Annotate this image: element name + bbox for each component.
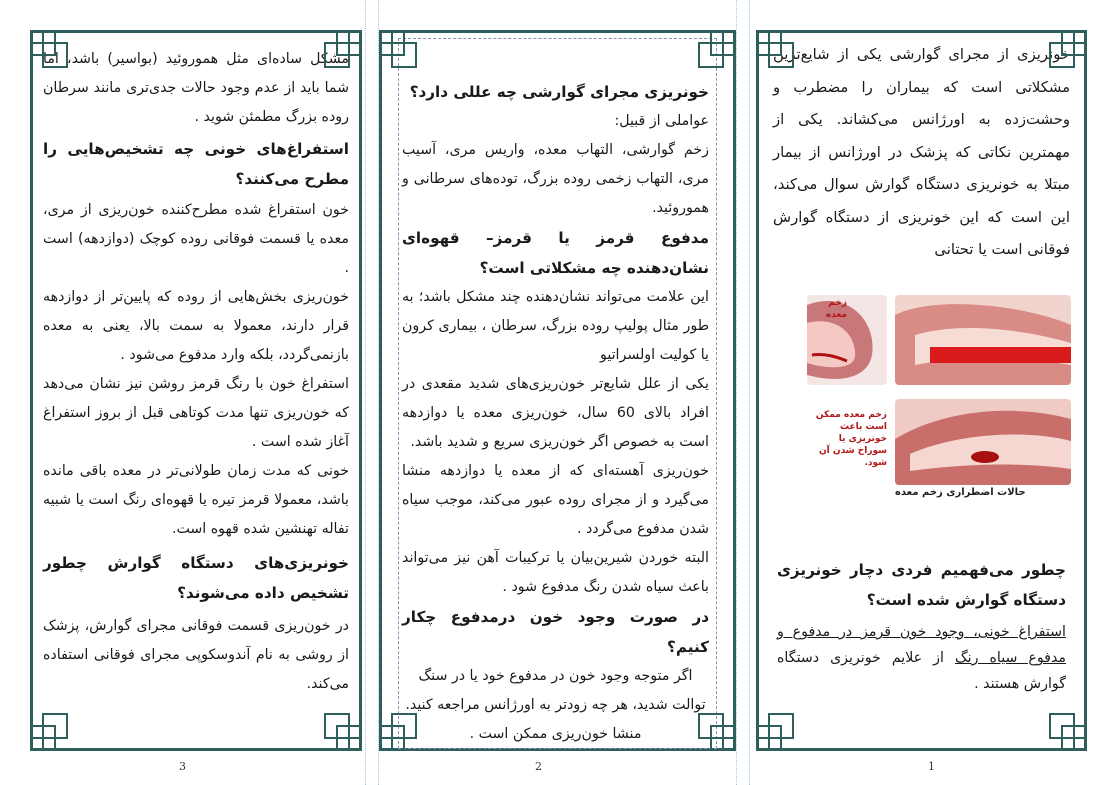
corner-square bbox=[756, 725, 782, 751]
symptom-underlined-2: مدفوع سیاه رنگ bbox=[954, 650, 1066, 666]
paragraph: خونی که مدت زمان طولانی‌تر در معده باقی مانده باشد، معمولا قرمز تیره یا قهوه‌ای رنگ است یا شبیه تفاله تهنشین شده قهوه است. bbox=[43, 463, 349, 537]
column-guide bbox=[736, 0, 737, 785]
stomach-wall-drawing bbox=[895, 295, 1071, 385]
corner-square bbox=[722, 30, 736, 44]
paragraph: مشکل ساده‌ای مثل هموروئید (بواسیر) باشد، اما شما باید از عدم وجود حالات جدی‌تری مانند سرطان روده بزرگ مطمئن شوید . bbox=[43, 51, 349, 125]
corner-square bbox=[30, 737, 44, 751]
corner-square bbox=[1061, 725, 1087, 751]
corner-square bbox=[756, 737, 770, 751]
corner-square bbox=[30, 725, 56, 751]
corner-square bbox=[710, 725, 736, 751]
corner-square bbox=[1073, 30, 1087, 44]
corner-square bbox=[30, 30, 44, 44]
paragraph: استفراغ خون با رنگ قرمز روشن نیز نشان می‌دهد که خون‌ریزی تنها مدت کوتاهی قبل از بروز استفراغ آغاز شده است . bbox=[43, 376, 349, 450]
paragraph: خون استفراغ شده مطرح‌کننده خون‌ریزی از مری، معده یا قسمت فوقانی روده کوچک (دوازدهه) است . bbox=[43, 202, 349, 276]
paragraph: منشا خون‌ریزی ممکن است . bbox=[469, 726, 642, 742]
paragraph: خون‌ریزی آهسته‌ای که از معده یا دوازدهه منشا می‌گیرد و از مجرای روده عبور می‌کند، موجب سیاه شدن مدفوع می‌گردد . bbox=[402, 463, 709, 537]
symptom-rest: از علایم خونریزی دستگاه گوارش هستند . bbox=[777, 650, 1066, 692]
paragraph: البته خوردن شیرین‌بیان یا ترکیبات آهن نیز می‌تواند باعث سیاه شدن رنگ مدفوع شود . bbox=[402, 550, 709, 595]
corner-square bbox=[1073, 737, 1087, 751]
corner-square bbox=[348, 30, 362, 44]
stomach-image-bottom-right bbox=[895, 399, 1071, 485]
corner-square bbox=[336, 725, 362, 751]
corner-square bbox=[756, 30, 770, 44]
section-heading: خونریزی‌های دستگاه گوارش چطور تشخیص داده می‌شوند؟ bbox=[43, 554, 349, 602]
corner-square bbox=[710, 30, 736, 56]
figure-caption: حالات اضطراری زخم معده bbox=[895, 487, 1026, 498]
section-heading: مدفوع قرمز یا قرمز– قهوه‌ای نشان‌دهنده چه مشکلاتی است؟ bbox=[402, 229, 709, 277]
panel-text-left bbox=[43, 45, 349, 699]
paragraph: خون‌ریزی بخش‌هایی از روده که پایین‌تر از دوازدهه قرار دارند، معمولا به سمت بالا، یعنی به معده بازنمی‌گردد، بلکه وارد مدفوع می‌شود . bbox=[43, 289, 349, 363]
corner-ornament bbox=[1049, 713, 1087, 751]
brochure-panel-left bbox=[30, 30, 362, 751]
corner-square bbox=[324, 713, 350, 739]
stomach-ulcer-illustration bbox=[807, 295, 1071, 507]
page-number-right: 1 bbox=[928, 760, 935, 773]
corner-ornament bbox=[324, 713, 362, 751]
paragraph: زخم گوارشی، التهاب معده، واریس مری، آسیب مری، التهاب زخمی روده بزرگ، توده‌های سرطانی و هموروئید. bbox=[402, 142, 709, 216]
corner-ornament bbox=[756, 713, 794, 751]
corner-ornament bbox=[379, 30, 417, 68]
paragraph: یکی از علل شایع‌تر خون‌ریزی‌های شدید مقعدی در افراد بالای 60 سال، خون‌ریزی معده یا دوازدهه است به خصوص اگر خون‌ریزی سریع و شدید باشد. bbox=[402, 376, 709, 450]
panel-text-middle bbox=[402, 77, 709, 749]
section-heading: استفراغ‌های خونی چه تشخیص‌هایی را مطرح می‌کنند؟ bbox=[43, 140, 349, 188]
page-number-middle: 2 bbox=[535, 760, 542, 773]
brochure-panel-middle bbox=[379, 30, 736, 751]
perforation-drawing bbox=[895, 399, 1071, 485]
paragraph: عواملی از قبیل: bbox=[614, 113, 709, 129]
corner-ornament bbox=[698, 30, 736, 68]
corner-square bbox=[348, 737, 362, 751]
panel-text-right-bottom bbox=[777, 555, 1066, 697]
corner-square bbox=[42, 713, 68, 739]
brochure-panel-right bbox=[756, 30, 1087, 751]
panel-text-right-top bbox=[773, 39, 1070, 267]
corner-square bbox=[379, 30, 393, 44]
corner-square bbox=[722, 737, 736, 751]
corner-square bbox=[768, 713, 794, 739]
paragraph bbox=[777, 619, 1066, 697]
ulcer-side-caption: زخم معده ممکن است باعث خونریزی یا سوراخ شدن آن شود. bbox=[815, 410, 887, 468]
corner-square bbox=[698, 42, 724, 68]
paragraph: در خون‌ریزی قسمت فوقانی مجرای گوارش، پزشک از روشی به نام آندوسکوپی مجرای فوقانی استفاده می‌کند. bbox=[43, 618, 349, 692]
corner-ornament bbox=[30, 713, 68, 751]
stomach-image-top-right bbox=[895, 295, 1071, 385]
intro-paragraph: خونریزی از مجرای گوارشی یکی از شایع‌ترین مشکلاتی است که بیماران را مضطرب و وحشت‌زده به اورژانس می‌کشاند. یکی از مهمترین نکاتی که پزشک در اورژانس از بیمار مبتلا به خونریزی دستگاه گوارش سوال می‌کند، این است که این خونریزی از دستگاه گوارش فوقانی است یا تحتانی bbox=[773, 46, 1070, 258]
corner-square bbox=[391, 42, 417, 68]
symptom-underlined-1: استفراغ خونی، وجود خون قرمز در مدفوع و bbox=[777, 624, 1066, 640]
paragraph: این علامت می‌تواند نشان‌دهنده چند مشکل باشد؛ به طور مثال پولیپ روده بزرگ، سرطان ، بیماری کرون یا کولیت اولسراتیو bbox=[402, 289, 709, 363]
section-heading: خونریزی مجرای گوارشی چه عللی دارد؟ bbox=[409, 83, 709, 101]
corner-square bbox=[1049, 713, 1075, 739]
corner-square bbox=[379, 737, 393, 751]
ulcer-label-top: زخم معده bbox=[825, 298, 847, 320]
corner-square bbox=[379, 30, 405, 56]
column-guide bbox=[749, 0, 750, 785]
paragraph: اگر متوجه وجود خون در مدفوع خود یا در سنگ توالت شدید، هر چه زودتر به اورژانس مراجعه کنید. bbox=[405, 668, 706, 713]
section-heading: در صورت وجود خون درمدفوع چکار کنیم؟ bbox=[402, 608, 709, 656]
column-guide bbox=[365, 0, 366, 785]
section-heading: چطور می‌فهمیم فردی دچار خونریزی دستگاه گوارش شده است؟ bbox=[777, 561, 1066, 609]
page-number-left: 3 bbox=[179, 760, 186, 773]
